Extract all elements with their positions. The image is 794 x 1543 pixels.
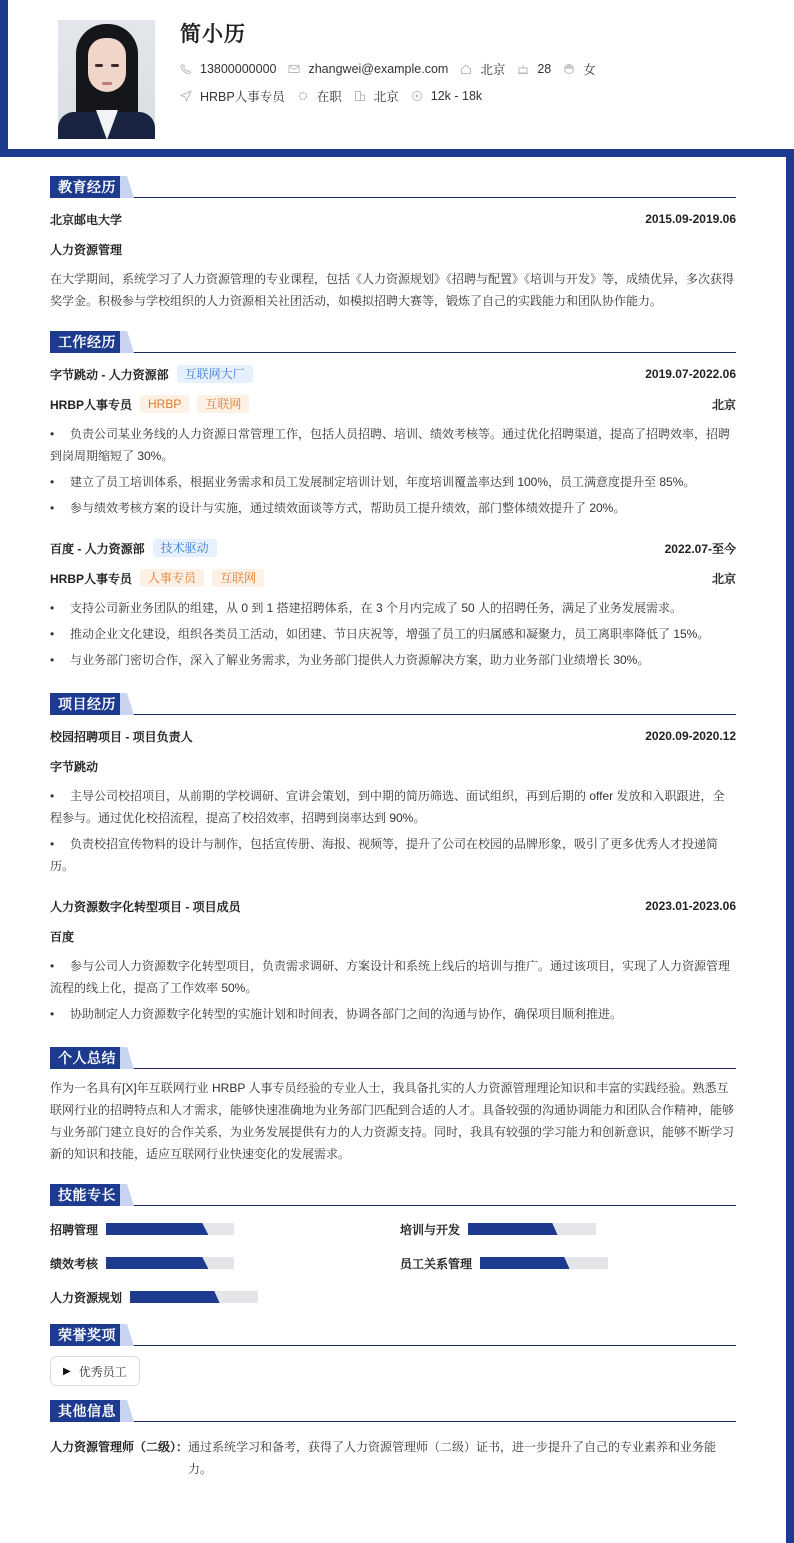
phone-item: 13800000000 <box>180 62 276 76</box>
company-tag: 技术驱动 <box>153 539 217 557</box>
school-name: 北京邮电大学 <box>50 212 123 227</box>
frame-divider-bar <box>0 149 794 157</box>
position-name: HRBP人事专员 <box>50 397 133 412</box>
salary-icon <box>411 90 423 102</box>
contact-row <box>180 60 608 78</box>
work-period: 2019.07-2022.06 <box>645 367 736 381</box>
project-company-row <box>50 921 736 951</box>
section-awards-title: 荣誉奖项 <box>50 1324 736 1346</box>
frame-left-border <box>0 0 8 157</box>
project-period: 2020.09-2020.12 <box>645 729 736 743</box>
skills-grid <box>50 1220 736 1306</box>
triangle-right-icon: ▶ <box>63 1365 71 1377</box>
work-company-row <box>50 533 736 563</box>
skill-bar <box>106 1223 234 1235</box>
work-company-row <box>50 359 736 389</box>
company-name: 字节跳动 - 人力资源部 <box>50 367 169 382</box>
skill-bar <box>468 1223 596 1235</box>
education-school-row <box>50 204 736 234</box>
project-period: 2023.01-2023.06 <box>645 899 736 913</box>
project-item <box>50 721 736 877</box>
candidate-name: 简小历 <box>180 23 246 46</box>
salary-item: 12k - 18k <box>411 89 482 103</box>
send-icon <box>180 90 192 102</box>
work-location: 北京 <box>711 571 736 586</box>
project-company: 百度 <box>50 929 75 944</box>
project-name: 人力资源数字化转型项目 - 项目成员 <box>50 899 241 914</box>
project-name: 校园招聘项目 - 项目负责人 <box>50 729 193 744</box>
resume-header <box>8 0 794 149</box>
work-position-row <box>50 563 736 593</box>
skill-item: 人力资源规划 <box>50 1288 400 1306</box>
other-label: 人力资源管理师（二级）： <box>50 1440 189 1454</box>
skill-bar <box>130 1291 258 1303</box>
bullet-item: • 负责公司某业务线的人力资源日常管理工作，包括人员招聘、培训、绩效考核等。通过优化招聘渠道，提高了招聘效率，招聘到岗周期缩短了 30%。 <box>50 427 731 463</box>
status-icon <box>297 90 309 102</box>
work-location: 北京 <box>711 397 736 412</box>
skill-item: 招聘管理 <box>50 1220 400 1238</box>
city-item: 北京 <box>460 60 505 78</box>
section-skills-title: 技能专长 <box>50 1184 736 1206</box>
project-bullets <box>50 785 736 877</box>
summary-text: 作为一名具有[X]年互联网行业 HRBP 人事专员经验的专业人士，我具备扎实的人力资源管理理论知识和丰富的实践经验。熟悉互联网行业的招聘特点和人才需求，能够快速准确地为业务部门匹配到合适的人才。具备较强的沟通协调能力和团队合作精神，能够与业务部门建立良好的合作关系，为业务发展提供有力的人力资源支持。同时，我具有较强的学习能力和创新意识，能够不断学习新的知识和技能，适应互联网行业快速变化的发展需求。 <box>50 1081 735 1161</box>
gender-item: 女 <box>563 60 596 78</box>
company-tag: 互联网大厂 <box>177 365 253 383</box>
skill-item: 培训与开发 <box>400 1220 736 1238</box>
work-position-row <box>50 389 736 419</box>
bullet-item: • 推动企业文化建设，组织各类员工活动，如团建、节日庆祝等，增强了员工的归属感和凝聚力，员工离职率降低了 15%。 <box>50 627 710 641</box>
section-projects-title: 项目经历 <box>50 693 736 715</box>
mail-icon <box>288 63 300 75</box>
work-bullets <box>50 423 736 519</box>
education-major-row <box>50 234 736 264</box>
project-item <box>50 891 736 1025</box>
project-name-row <box>50 721 736 751</box>
work-item <box>50 533 736 671</box>
building-icon <box>354 90 366 102</box>
project-company: 字节跳动 <box>50 759 99 774</box>
section-work-title: 工作经历 <box>50 331 736 353</box>
bullet-item: • 主导公司校招项目，从前期的学校调研、宣讲会策划，到中期的简历筛选、面试组织，再到后期的 offer 发放和入职跟进，全程参与。通过优化校招流程，提高了校招效率，招聘到岗率达到 90%。 <box>50 789 725 825</box>
skill-item: 员工关系管理 <box>400 1254 736 1272</box>
avatar-photo <box>58 20 155 139</box>
project-bullets <box>50 955 736 1025</box>
phone-icon <box>180 63 192 75</box>
age-item: 28 <box>517 62 551 76</box>
major: 人力资源管理 <box>50 242 123 257</box>
education-period: 2015.09-2019.06 <box>645 212 736 226</box>
position-tag: 互联网 <box>212 569 264 587</box>
cake-icon <box>517 63 529 75</box>
frame-right-border <box>786 149 794 1543</box>
bullet-item: • 负责校招宣传物料的设计与制作，包括宣传册、海报、视频等，提升了公司在校园的品牌形象，吸引了更多优秀人才投递简历。 <box>50 837 719 873</box>
email-item: zhangwei@example.com <box>288 62 448 76</box>
award-item: ▶ 优秀员工 <box>50 1356 140 1386</box>
work-item <box>50 359 736 519</box>
status-item: 在职 <box>297 87 342 105</box>
target-city-item: 北京 <box>354 87 399 105</box>
position-tag: 互联网 <box>197 395 249 413</box>
section-other-title: 其他信息 <box>50 1400 736 1422</box>
bullet-item: • 与业务部门密切合作，深入了解业务需求，为业务部门提供人力资源解决方案，助力业务部门业绩增长 30%。 <box>50 653 650 667</box>
resume-body <box>50 157 736 1480</box>
position-name: HRBP人事专员 <box>50 571 133 586</box>
work-bullets <box>50 597 736 671</box>
bullet-item: • 建立了员工培训体系，根据业务需求和员工发展制定培训计划，年度培训覆盖率达到 100%，员工满意度提升至 85%。 <box>50 475 696 489</box>
project-name-row <box>50 891 736 921</box>
job-intent-row <box>180 87 494 105</box>
other-item <box>50 1436 736 1480</box>
position-item: HRBP人事专员 <box>180 87 285 105</box>
bullet-item: • 支持公司新业务团队的组建，从 0 到 1 搭建招聘体系，在 3 个月内完成了 50 人的招聘任务，满足了业务发展需求。 <box>50 601 683 615</box>
work-period: 2022.07-至今 <box>664 541 736 556</box>
section-education-title: 教育经历 <box>50 176 736 198</box>
skill-bar <box>106 1257 234 1269</box>
home-icon <box>460 63 472 75</box>
bullet-item: • 参与绩效考核方案的设计与实施，通过绩效面谈等方式，帮助员工提升绩效，部门整体绩效提升了 20%。 <box>50 501 626 515</box>
company-name: 百度 - 人力资源部 <box>50 541 145 556</box>
position-tag: HRBP <box>140 395 189 413</box>
skill-item: 绩效考核 <box>50 1254 400 1272</box>
project-company-row <box>50 751 736 781</box>
bullet-item: • 协助制定人力资源数字化转型的实施计划和时间表，协调各部门之间的沟通与协作，确保项目顺利推进。 <box>50 1007 623 1021</box>
gender-icon <box>563 63 575 75</box>
bullet-item: • 参与公司人力资源数字化转型项目，负责需求调研、方案设计和系统上线后的培训与推广。通过该项目，实现了人力资源管理流程的线上化，提高了工作效率 50%。 <box>50 959 731 995</box>
position-tag: 人事专员 <box>140 569 204 587</box>
other-text: 通过系统学习和备考，获得了人力资源管理师（二级）证书，进一步提升了自己的专业素养和业务能力。 <box>188 1440 717 1476</box>
education-description: 在大学期间，系统学习了人力资源管理的专业课程，包括《人力资源规划》《招聘与配置》《培训与开发》等，成绩优异，多次获得奖学金。积极参与学校组织的人力资源相关社团活动，如模拟招聘大赛等，锻炼了自己的实践能力和团队协作能力。 <box>50 272 735 308</box>
skill-bar <box>480 1257 608 1269</box>
section-summary-title: 个人总结 <box>50 1047 736 1069</box>
